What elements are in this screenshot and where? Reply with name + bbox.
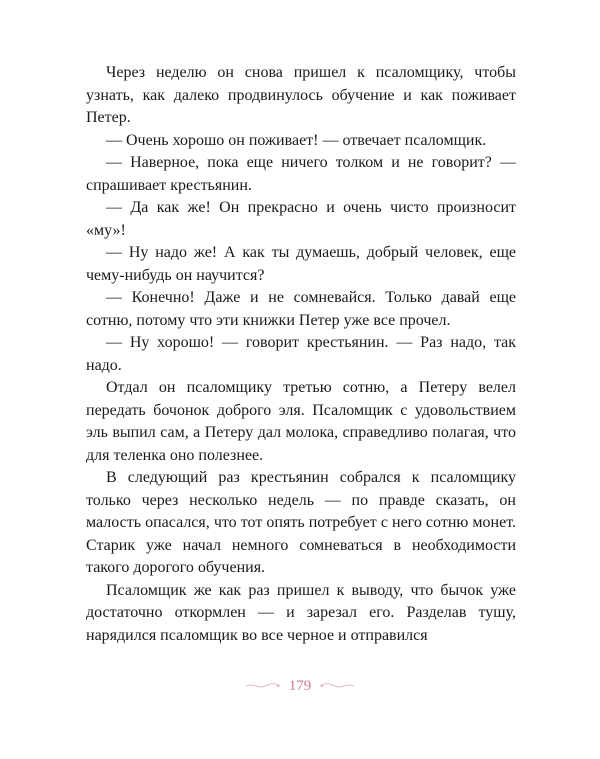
paragraph: — Очень хорошо он поживает! — отвечает псаломщик.	[106, 131, 487, 149]
paragraph: — Конечно! Даже и не сомневайся. Только давай еще сотню, потому что эти книжки Петер уже все прочел.	[86, 289, 516, 329]
body-text	[86, 62, 516, 647]
page-number: 179	[288, 677, 312, 694]
page-footer	[0, 676, 600, 696]
paragraph: В следующий раз крестьянин собрался к псаломщику только через несколько недель — по правде сказать, он малость опасался, что тот опять потребует с него сотню монет. Старик уже начал немного сомневаться в необходимости такого дорогого обучения.	[86, 469, 516, 576]
left-ornament-icon	[245, 683, 281, 689]
paragraph: Псаломщик же как раз пришел к выводу, что бычок уже достаточно откормлен — и зарезал его. Разделав тушу, нарядился псаломщик во все черное и отправился	[86, 581, 516, 644]
paragraph: — Да как же! Он прекрасно и очень чисто произносит «му»!	[86, 199, 516, 239]
paragraph: — Наверное, пока еще ничего толком и не говорит? — спрашивает крестьянин.	[86, 154, 516, 194]
paragraph: Отдал он псаломщику третью сотню, а Петеру велел передать бочонок доброго эля. Псаломщик с удовольствием эль выпил сам, а Петеру дал молока, справедливо полагая, что для теленка оно полезнее.	[86, 379, 516, 464]
right-ornament-icon	[319, 683, 355, 689]
paragraph: — Ну надо же! А как ты думаешь, добрый человек, еще чему-нибудь он научится?	[86, 244, 516, 284]
paragraph: Через неделю он снова пришел к псаломщику, чтобы узнать, как далеко продвинулось обучение и как поживает Петер.	[86, 64, 516, 126]
paragraph: — Ну хорошо! — говорит крестьянин. — Раз надо, так надо.	[86, 334, 516, 374]
